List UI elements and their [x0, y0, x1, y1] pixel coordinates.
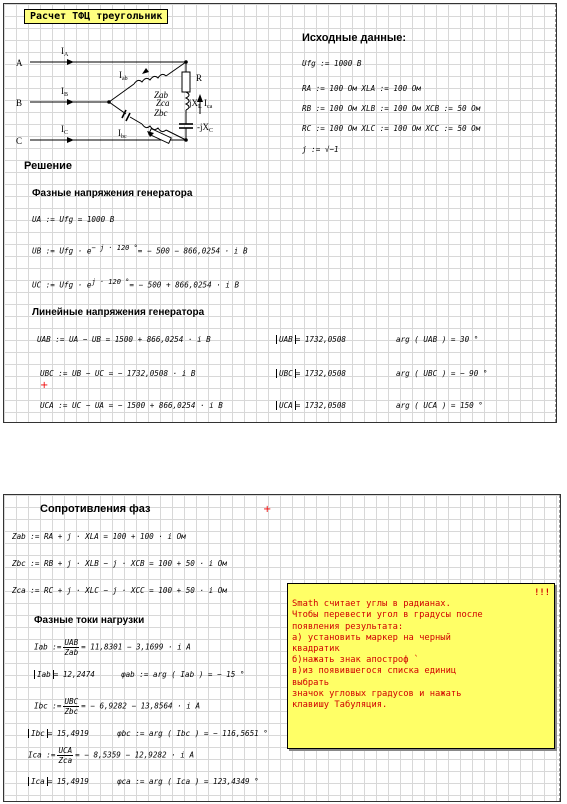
note-line: квадратик — [292, 644, 340, 655]
expr-uca-abs[interactable]: UCA = 1732,0508 — [276, 401, 346, 410]
expr-ubc-arg[interactable]: arg ( UBC ) = − 90 ° — [396, 369, 488, 378]
expr-uab-abs[interactable]: UAB = 1732,0508 — [276, 335, 346, 344]
note-line: клавишу Табуляция. — [292, 700, 388, 711]
note-box[interactable] — [287, 583, 555, 749]
expr-zca[interactable]: Zca := RC + j · XLC − j · XCC = 100 + 50 · i Ом — [12, 586, 227, 595]
svg-text:Ibc: $I_{bc}$ — [118, 128, 127, 140]
current-ibc-label: I — [118, 128, 121, 138]
phase-c-label: C — [16, 136, 23, 146]
expr-uca-arg[interactable]: arg ( UCA ) = 150 ° — [396, 401, 483, 410]
expr-rb-xlb-xcb[interactable]: RB := 100 Ом XLB := 100 Ом XCB := 50 Ом — [302, 104, 481, 113]
expr-uc[interactable]: UC := Ufg · $e^{j \cdot 120 ^\circ}= - 500 + 866,0254 \cdot i$ В — [32, 278, 240, 290]
solution-header: Решение — [24, 160, 72, 172]
jxc-label: -jX — [197, 122, 209, 132]
expr-ubc-abs[interactable]: UBC = 1732,0508 — [276, 369, 346, 378]
expr-ibc-abs[interactable]: Ibc = 15,4919 — [28, 729, 89, 738]
expr-ubc[interactable]: UBC := UB − UC = − 1732,0508 · i В — [40, 369, 196, 378]
expr-phiab[interactable]: φab := arg ( Iab ) = − 15 ° — [121, 670, 245, 679]
note-line: выбрать — [292, 677, 330, 688]
page-break-line — [559, 495, 560, 801]
zca-label: Zca — [156, 98, 170, 108]
current-ica-label: I — [204, 98, 207, 108]
svg-text:jXL: $jX_L$ — [189, 98, 202, 110]
expr-iab[interactable]: Iab := $\frac{\text{UAB}}{\text{Zab}}$ = 11,8301 − 3,1699 · i А — [34, 638, 191, 657]
expr-ica-abs[interactable]: Ica = 15,4919 — [28, 777, 89, 786]
delta-circuit-diagram — [14, 34, 234, 159]
svg-text:Iab: $I_{ab}$ — [119, 70, 128, 82]
expr-uab[interactable]: UAB := UA − UB = 1500 + 866,0254 · i В — [37, 335, 211, 344]
page-break-line — [555, 4, 556, 422]
note-line: значок угловых градусов и нажать — [292, 688, 462, 699]
expr-ica[interactable]: Ica := $\frac{\text{UCA}}{\text{Zca}}$ = − 8,5359 − 12,9282 · i А — [28, 746, 195, 765]
worksheet-title[interactable]: Расчет ТФЦ треугольник — [24, 9, 168, 24]
svg-text:IA: $I_A$ — [61, 46, 69, 58]
expr-rc-xlc-xcc[interactable]: RC := 100 Ом XLC := 100 Ом XCC := 50 Ом — [302, 124, 481, 133]
svg-text:-jXC: $-jX_C$ — [197, 122, 214, 134]
expr-iab-abs[interactable]: Iab = 12,2474 — [34, 670, 95, 679]
insertion-cursor[interactable]: + — [40, 380, 49, 391]
expr-phibc[interactable]: φbc := arg ( Ibc ) = − 116,5651 ° — [117, 729, 268, 738]
jxl-label: jX — [189, 98, 198, 108]
expr-ufg[interactable]: Ufg := 1000 В — [302, 59, 362, 68]
expr-ra-xla[interactable]: RA := 100 Ом XLA := 100 Ом — [302, 84, 421, 93]
note-line: в)из появившегося списка единиц — [292, 666, 457, 677]
expr-zbc[interactable]: Zbc := RB + j · XLB − j · XCB = 100 + 50 · i Ом — [12, 559, 227, 568]
expr-zab[interactable]: Zab := RA + j · XLA = 100 + 100 · i Ом — [12, 532, 186, 541]
zab-label: Zab — [154, 90, 169, 100]
current-ia-label: I — [61, 46, 64, 56]
expr-ua[interactable]: UA := Ufg = 1000 В — [32, 215, 115, 224]
phase-voltages-header: Фазные напряжения генератора — [32, 188, 193, 199]
svg-text:IB: $I_B$ — [61, 86, 69, 98]
initial-data-header: Исходные данные: — [302, 32, 407, 44]
note-line: б)нажать знак апостроф ` — [292, 655, 420, 666]
resistor-r-label: R — [196, 73, 203, 83]
svg-text:Ica: $I_{ca}$ — [204, 98, 213, 110]
svg-text:IC: $I_C$ — [61, 124, 69, 136]
expr-uab-arg[interactable]: arg ( UAB ) = 30 ° — [396, 335, 479, 344]
phase-a-label: A — [16, 58, 23, 68]
expr-j[interactable]: j := √−1 — [302, 145, 339, 154]
expr-ibc[interactable]: Ibc := $\frac{\text{UBC}}{\text{Zbc}}$ = − 6,9282 − 13,8564 · i А — [34, 697, 201, 716]
note-line: а) установить маркер на черный — [292, 632, 451, 643]
note-line: Smath считает углы в радианах. — [292, 599, 451, 610]
expr-uca[interactable]: UCA := UC − UA = − 1500 + 866,0254 · i В — [40, 401, 223, 410]
current-iab-label: I — [119, 70, 122, 80]
worksheet-page-1[interactable] — [3, 3, 557, 423]
expr-ub[interactable]: UB := Ufg · $e^{- j \cdot 120 ^\circ}= - 500 - 866,0254 \cdot i$ В — [32, 244, 248, 256]
load-currents-header: Фазные токи нагрузки — [34, 615, 145, 626]
phase-b-label: B — [16, 98, 23, 108]
resistances-header: Сопротивления фаз — [40, 503, 151, 515]
zbc-label: Zbc — [154, 108, 168, 118]
insertion-cursor-2[interactable]: + — [263, 504, 272, 515]
note-exclamation: !!! — [534, 588, 550, 598]
line-voltages-header: Линейные напряжения генератора — [32, 307, 205, 318]
note-line: появления результата: — [292, 621, 404, 632]
worksheet-page-2[interactable] — [3, 494, 561, 802]
note-line: Чтобы перевести угол в градусы после — [292, 610, 483, 621]
expr-phica[interactable]: φca := arg ( Ica ) = 123,4349 ° — [117, 777, 259, 786]
